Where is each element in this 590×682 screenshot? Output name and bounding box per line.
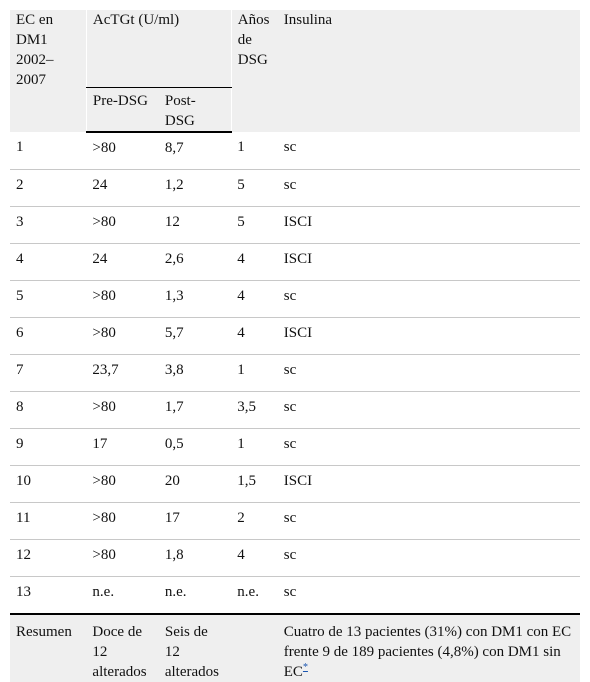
cell-anos-dsg: 1 [231, 355, 277, 392]
summary-insulina [278, 614, 580, 682]
cell-pre-dsg: >80 [86, 281, 158, 318]
summary-post: Seis de 12 alterados [159, 614, 231, 682]
cell-anos-dsg: 4 [231, 540, 277, 577]
cell-insulina: sc [278, 170, 580, 207]
cell-ec: 12 [10, 540, 86, 577]
summary-pre: Doce de 12 alterados [86, 614, 158, 682]
header-anos-dsg: Años de DSG [231, 10, 277, 132]
cell-ec: 5 [10, 281, 86, 318]
cell-anos-dsg: 5 [231, 207, 277, 244]
cell-pre-dsg: 17 [86, 429, 158, 466]
cell-post-dsg: 1,3 [159, 281, 231, 318]
cell-post-dsg: 12 [159, 207, 231, 244]
table-summary [10, 614, 580, 682]
cell-anos-dsg: 2 [231, 503, 277, 540]
summary-row [10, 614, 580, 682]
cell-ec: 1 [10, 132, 86, 170]
cell-anos-dsg: 4 [231, 244, 277, 281]
cell-ec: 13 [10, 577, 86, 615]
table-row [10, 132, 580, 170]
cell-pre-dsg: >80 [86, 540, 158, 577]
cell-ec: 11 [10, 503, 86, 540]
cell-post-dsg: 8,7 [159, 132, 231, 170]
table-row [10, 170, 580, 207]
cell-ec: 8 [10, 392, 86, 429]
header-insulina: Insulina [278, 10, 580, 132]
table-header [10, 10, 580, 132]
cell-pre-dsg: >80 [86, 207, 158, 244]
header-pre-dsg: Pre-DSG [86, 88, 158, 133]
cell-ec: 3 [10, 207, 86, 244]
table-row [10, 281, 580, 318]
header-ec: EC en DM1 2002–2007 [10, 10, 86, 132]
cell-pre-dsg: >80 [86, 503, 158, 540]
cell-ec: 6 [10, 318, 86, 355]
summary-insulina-text: Cuatro de 13 pacientes (31%) con DM1 con EC frente 9 de 189 pacientes (4,8%) con DM1 sin EC [283, 624, 572, 680]
cell-anos-dsg: 1 [231, 429, 277, 466]
cell-pre-dsg: 23,7 [86, 355, 158, 392]
cell-insulina: sc [278, 503, 580, 540]
cell-insulina: sc [278, 540, 580, 577]
cell-post-dsg: 0,5 [159, 429, 231, 466]
cell-insulina: sc [278, 392, 580, 429]
table-row [10, 355, 580, 392]
cell-anos-dsg: 4 [231, 281, 277, 318]
table-body [10, 132, 580, 614]
cell-post-dsg: 17 [159, 503, 231, 540]
table-row [10, 540, 580, 577]
cell-post-dsg: 5,7 [159, 318, 231, 355]
cell-anos-dsg: 4 [231, 318, 277, 355]
footnote-link[interactable]: * [302, 662, 308, 673]
cell-post-dsg: 1,7 [159, 392, 231, 429]
cell-post-dsg: 3,8 [159, 355, 231, 392]
table-row [10, 244, 580, 281]
cell-insulina: ISCI [278, 318, 580, 355]
cell-post-dsg: 1,2 [159, 170, 231, 207]
cell-post-dsg: 2,6 [159, 244, 231, 281]
header-actgt-group: AcTGt (U/ml) [86, 10, 231, 88]
data-table [10, 10, 580, 682]
cell-ec: 4 [10, 244, 86, 281]
cell-anos-dsg: 3,5 [231, 392, 277, 429]
table-row [10, 466, 580, 503]
cell-insulina: ISCI [278, 466, 580, 503]
cell-insulina: ISCI [278, 244, 580, 281]
header-post-dsg: Post-DSG [159, 88, 231, 133]
cell-ec: 10 [10, 466, 86, 503]
cell-pre-dsg: 24 [86, 170, 158, 207]
table-row [10, 207, 580, 244]
table-row [10, 318, 580, 355]
cell-anos-dsg: n.e. [231, 577, 277, 615]
cell-pre-dsg: 24 [86, 244, 158, 281]
cell-pre-dsg: n.e. [86, 577, 158, 615]
cell-ec: 9 [10, 429, 86, 466]
cell-insulina: sc [278, 355, 580, 392]
cell-anos-dsg: 5 [231, 170, 277, 207]
summary-label: Resumen [10, 614, 86, 682]
table-row [10, 429, 580, 466]
cell-insulina: sc [278, 577, 580, 615]
cell-anos-dsg: 1 [231, 132, 277, 170]
table-row [10, 503, 580, 540]
cell-insulina: sc [278, 132, 580, 170]
cell-pre-dsg: >80 [86, 318, 158, 355]
cell-ec: 2 [10, 170, 86, 207]
cell-post-dsg: 20 [159, 466, 231, 503]
cell-post-dsg: n.e. [159, 577, 231, 615]
cell-pre-dsg: >80 [86, 392, 158, 429]
cell-ec: 7 [10, 355, 86, 392]
table-row [10, 392, 580, 429]
cell-anos-dsg: 1,5 [231, 466, 277, 503]
summary-anos [231, 614, 277, 682]
cell-post-dsg: 1,8 [159, 540, 231, 577]
cell-insulina: sc [278, 429, 580, 466]
cell-pre-dsg: >80 [86, 132, 158, 170]
table-row [10, 577, 580, 615]
cell-insulina: sc [278, 281, 580, 318]
cell-insulina: ISCI [278, 207, 580, 244]
cell-pre-dsg: >80 [86, 466, 158, 503]
